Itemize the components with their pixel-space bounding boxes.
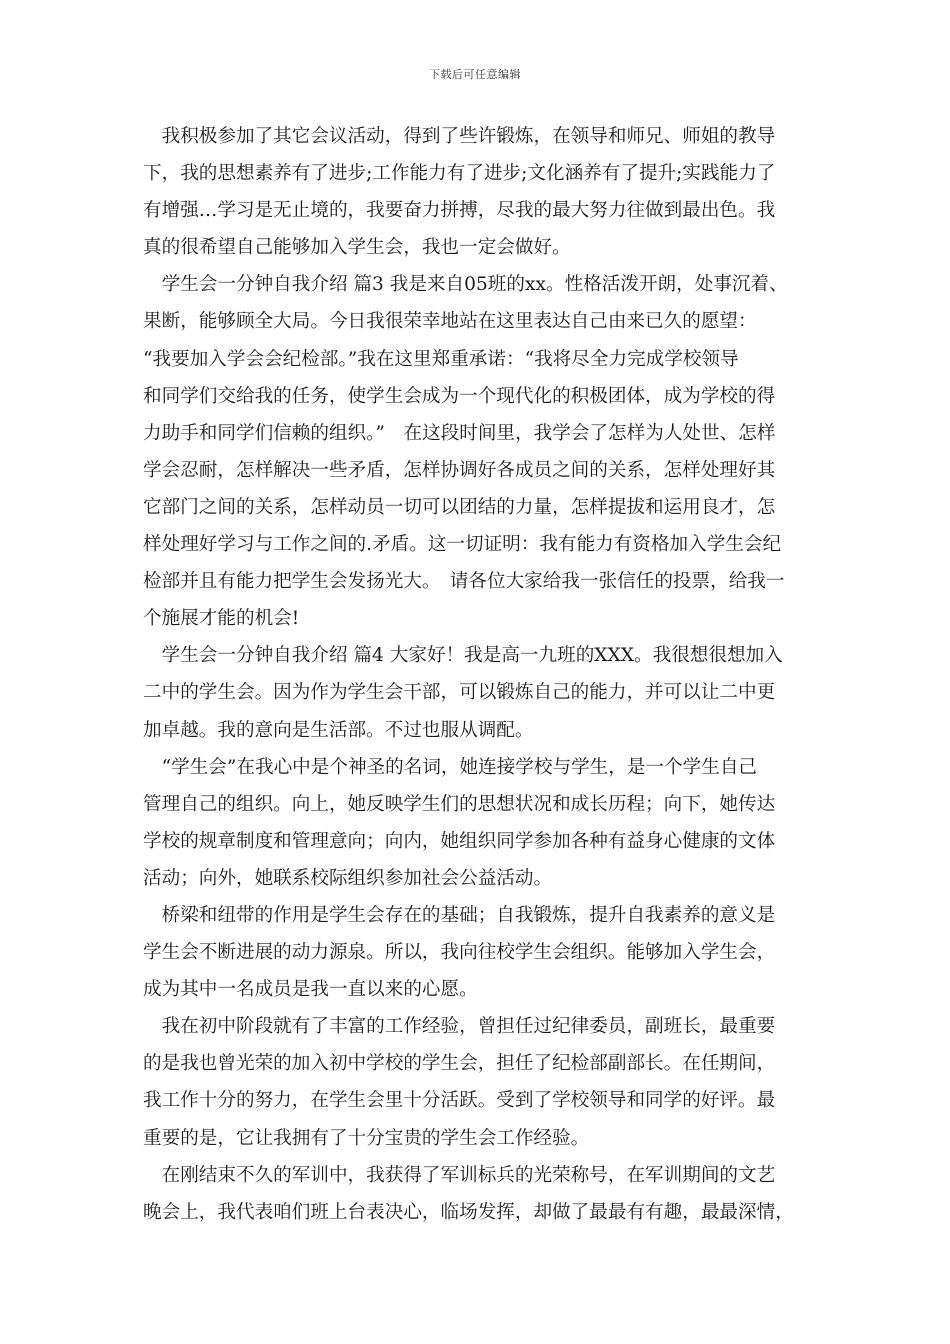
text-line: 有增强…学习是无止境的，我要奋力拼搏，尽我的最大努力往做到最出色。我 bbox=[143, 200, 776, 222]
text-line: 重要的是，它让我拥有了十分宝贵的学生会工作经验。 bbox=[143, 1127, 590, 1149]
text-line: 二中的学生会。因为作为学生会干部，可以锻炼自己的能力，并可以让二中更 bbox=[143, 682, 776, 704]
text-line: 真的很希望自己能够加入学生会，我也一定会做好。 bbox=[143, 237, 571, 259]
text-line: 加卓越。我的意向是生活部。不过也服从调配。 bbox=[143, 719, 534, 741]
text-line: 在刚结束不久的军训中，我获得了军训标兵的光荣称号，在军训期间的文艺 bbox=[143, 1164, 776, 1186]
text-line: 它部门之间的关系，怎样动员一切可以团结的力量，怎样提拔和运用良才，怎 bbox=[143, 496, 776, 518]
text-line: 学校的规章制度和管理意向；向内，她组织同学参加各种有益身心健康的文体 bbox=[143, 830, 776, 852]
text-line: 管理自己的组织。向上，她反映学生们的思想状况和成长历程；向下，她传达 bbox=[143, 793, 776, 815]
text-line: “我要加入学会会纪检部。”我在这里郑重承诺：“我将尽全力完成学校领导 bbox=[143, 348, 739, 370]
text-line: “学生会”在我心中是个神圣的名词，她连接学校与学生，是一个学生自己 bbox=[143, 756, 758, 778]
text-line: 个施展才能的机会! bbox=[143, 608, 300, 630]
text-line: 样处理好学习与工作之间的.矛盾。这一切证明：我有能力有资格加入学生会纪 bbox=[143, 534, 782, 556]
text-line: 晚会上，我代表咱们班上台表决心，临场发挥，却做了最最有有趣，最最深情， bbox=[143, 1201, 794, 1223]
text-line: 下，我的思想素养有了进步;工作能力有了进步;文化涵养有了提升;实践能力了 bbox=[143, 163, 776, 185]
text-line: 我在初中阶段就有了丰富的工作经验，曾担任过纪律委员，副班长，最重要 bbox=[143, 1016, 776, 1038]
text-line: 活动；向外，她联系校际组织参加社会公益活动。 bbox=[143, 867, 553, 889]
text-line: 和同学们交给我的任务，使学生会成为一个现代化的积极团体，成为学校的得 bbox=[143, 385, 776, 407]
text-line: 学生会一分钟自我介绍 篇4 大家好！我是高一九班的XXX。我很想很想加入 bbox=[143, 645, 783, 667]
text-line: 我积极参加了其它会议活动，得到了些许锻炼，在领导和师兄、师姐的教导 bbox=[143, 126, 776, 147]
text-line: 检部并且有能力把学生会发扬光大。 请各位大家给我一张信任的投票，给我一 bbox=[143, 571, 785, 593]
text-line: 力助手和同学们信赖的组织。” 在这段时间里，我学会了怎样为人处世、怎样 bbox=[143, 422, 776, 444]
document-body bbox=[143, 118, 827, 1231]
text-line: 我工作十分的努力，在学生会里十分活跃。受到了学校领导和同学的好评。最 bbox=[143, 1090, 776, 1112]
text-line: 学生会一分钟自我介绍 篇3 我是来自05班的xx。性格活泼开朗，处事沉着、 bbox=[143, 274, 788, 296]
header-note: 下载后可任意编辑 bbox=[429, 68, 521, 81]
text-line: 成为其中一名成员是我一直以来的心愿。 bbox=[143, 979, 478, 1001]
text-line: 学生会不断进展的动力源泉。所以，我向往校学生会组织。能够加入学生会， bbox=[143, 942, 776, 964]
text-line: 的是我也曾光荣的加入初中学校的学生会，担任了纪检部副部长。在任期间， bbox=[143, 1053, 776, 1075]
text-line: 果断，能够顾全大局。今日我很荣幸地站在这里表达自己由来已久的愿望： bbox=[143, 311, 757, 333]
text-line: 学会忍耐，怎样解决一些矛盾，怎样协调好各成员之间的关系，怎样处理好其 bbox=[143, 459, 776, 481]
text-line: 桥梁和纽带的作用是学生会存在的基础；自我锻炼，提升自我素养的意义是 bbox=[143, 904, 776, 926]
